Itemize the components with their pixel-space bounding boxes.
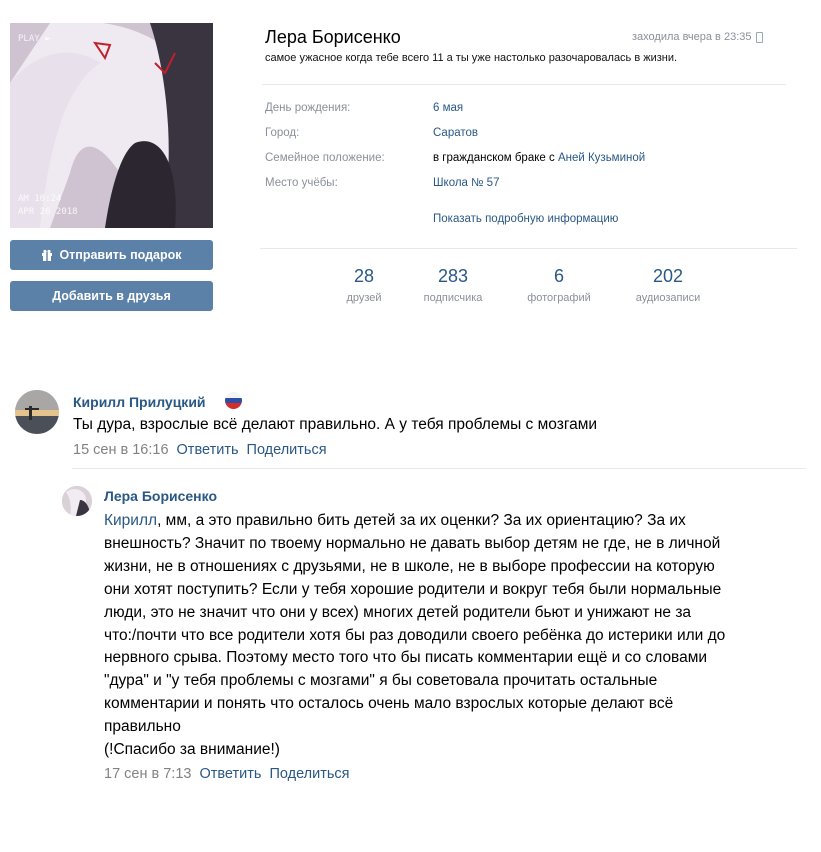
comment-line: жизни, не в отношениях с друзьями, не в школе, не в выборе профессии на которую <box>104 557 715 575</box>
info-value-birthday[interactable]: 6 мая <box>433 102 464 114</box>
comment-line: что:/почти что все родители хотя бы раз доводили своего ребёнка до истерики или до <box>104 626 726 644</box>
share-link[interactable]: Поделиться <box>246 442 327 458</box>
comment-author[interactable]: Лера Борисенко <box>104 488 218 504</box>
comment-line: комментарии и понять что осталось очень мало взрослых которые делают всё <box>104 695 674 713</box>
comment-date[interactable]: 15 сен в 16:16 <box>73 442 169 458</box>
avatar[interactable] <box>15 390 59 434</box>
counter-friends-num: 28 <box>353 266 375 286</box>
reply-link[interactable]: Ответить <box>199 766 262 782</box>
comment-meta <box>104 766 350 782</box>
comment-line: внешность? Значит по твоему нормально не давать выбор детям не где, не в личной <box>104 534 721 552</box>
russia-flag-icon <box>225 392 242 409</box>
relationship-partner-link[interactable]: Аней Кузьминой <box>557 152 646 164</box>
online-status <box>632 31 763 43</box>
profile-photo[interactable] <box>10 23 213 228</box>
comment-author[interactable]: Кирилл Прилуцкий <box>73 394 206 410</box>
counter-audio[interactable] <box>618 266 718 304</box>
counter-audio-label: аудиозаписи <box>635 292 701 304</box>
info-value-relationship <box>433 152 645 164</box>
comment-text: Ты дура, взрослые всё делают правильно. А у тебя проблемы с мозгами <box>73 416 598 433</box>
counter-photos[interactable] <box>509 266 609 304</box>
avatar[interactable] <box>62 486 92 516</box>
reply-link[interactable]: Ответить <box>176 442 239 458</box>
show-more-info-link[interactable]: Показать подробную информацию <box>433 213 619 225</box>
divider <box>72 468 806 469</box>
info-label-school: Место учёбы: <box>265 177 338 189</box>
info-value-school[interactable]: Школа № 57 <box>433 177 500 189</box>
share-link[interactable]: Поделиться <box>269 766 350 782</box>
mention-link[interactable]: Кирилл <box>104 512 158 529</box>
photo-play-text: PLAY ► <box>18 34 51 44</box>
add-friend-button[interactable] <box>10 281 213 311</box>
comment-line: правильно <box>104 718 181 736</box>
send-gift-label: Отправить подарок <box>59 248 182 262</box>
comment-line: Кирилл, мм, а это правильно бить детей за их оценки? За их ориентацию? За их <box>104 512 686 529</box>
info-label-relationship: Семейное положение: <box>265 152 385 164</box>
profile-status[interactable]: самое ужасное когда тебе всего 11 а ты уже настолько разочаровалась в жизни. <box>265 52 678 64</box>
divider <box>260 248 797 249</box>
counter-followers-label: подписчика <box>423 292 483 304</box>
gift-icon <box>41 249 53 261</box>
photo-time-text: AM 10:24 <box>18 194 62 204</box>
photo-date-text: APR 26 2018 <box>18 207 78 217</box>
comment-line: "дура" и "у тебя проблемы с мозгами" я бы советовала прочитать остальные <box>104 672 658 690</box>
comment-line: люди, это не значит что они у всех) многих детей родители бьют и унижают не за <box>104 603 692 621</box>
divider <box>262 84 786 85</box>
profile-name: Лера Борисенко <box>265 27 401 47</box>
comment-meta <box>73 442 327 458</box>
counter-followers-num: 283 <box>437 266 469 286</box>
info-label-city: Город: <box>265 127 300 139</box>
counter-friends[interactable] <box>314 266 414 304</box>
comment-text <box>104 510 804 762</box>
counter-audio-num: 202 <box>652 266 684 286</box>
info-value-city[interactable]: Саратов <box>433 127 479 139</box>
comment-line: (!Спасибо за внимание!) <box>104 741 280 759</box>
counter-photos-num: 6 <box>553 266 564 286</box>
relationship-prefix: в гражданском браке с <box>433 152 558 164</box>
mobile-phone-icon <box>756 32 763 43</box>
add-friend-label: Добавить в друзья <box>52 289 171 303</box>
online-status-text: заходила вчера в 23:35 <box>632 31 752 43</box>
comment-date[interactable]: 17 сен в 7:13 <box>104 766 192 782</box>
info-label-birthday: День рождения: <box>265 102 351 114</box>
comment-line: нервного срыва. Поэтому место того что бы писать комментарии ещё и со словами <box>104 649 708 667</box>
counter-photos-label: фотографий <box>527 292 591 304</box>
send-gift-button[interactable] <box>10 240 213 270</box>
counter-followers[interactable] <box>403 266 503 304</box>
counter-friends-label: друзей <box>346 292 382 304</box>
comment-line: они хотят поступить? Если у тебя хорошие родители и вокруг тебя были нормальные <box>104 580 722 598</box>
